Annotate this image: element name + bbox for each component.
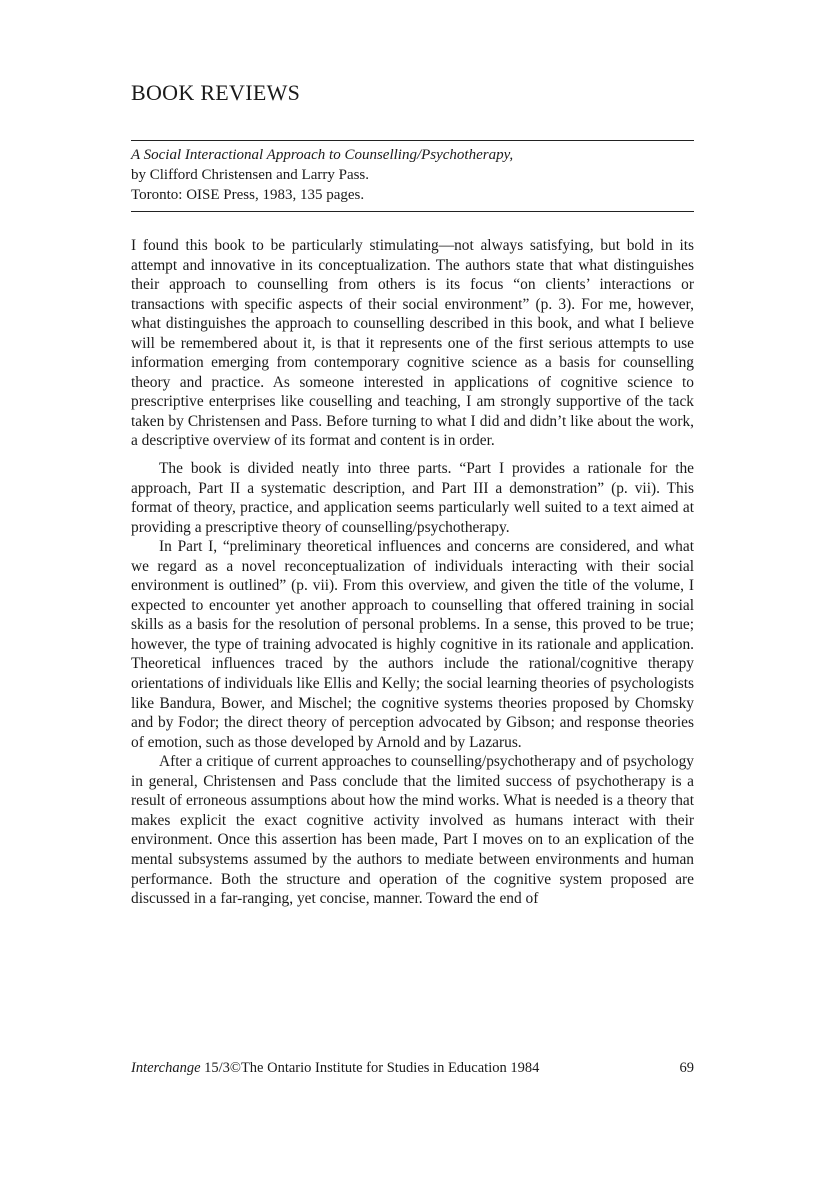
paragraph-4: After a critique of current approaches to counselling/psychotherapy and of psychology in general, Christensen and Pass conclude that the limited success of psychotherapy is a result of erroneous assumptions about how the mind works. What is needed is a theory that makes explicit the exact cognitive activity involved as humans interact with their environment. Once this assertion has been made, Part I moves on to an explication of the mental subsystems assumed by the authors to mediate between environments and human performance. Both the structure and operation of the cognitive system proposed are discussed in a far-ranging, yet concise, manner. Toward the end of xyxy=(131,753,694,908)
page-footer xyxy=(131,1060,694,1077)
journal-name: Interchange xyxy=(131,1060,201,1076)
issue-info: 15/3©The Ontario Institute for Studies in Education 1984 xyxy=(204,1060,540,1076)
section-title: BOOK REVIEWS xyxy=(131,80,301,105)
book-publication: Toronto: OISE Press, 1983, 135 pages. xyxy=(131,187,365,203)
journal-citation xyxy=(131,1060,539,1077)
book-title: A Social Interactional Approach to Counselling/Psychotherapy, xyxy=(131,147,514,163)
paragraph-3: In Part I, “preliminary theoretical influences and concerns are considered, and what we regard as a novel reconceptualization of individuals interacting with their social environment is outlined” (p. vii). From this overview, and given the title of the volume, I expected to encounter yet another approach to counselling that offered training in social skills as a basis for the resolution of personal problems. In a sense, this proved to be true; however, the type of training advocated is highly cognitive in its rationale and application. Theoretical influences traced by the authors include the rational/cognitive therapy orientations of individuals like Ellis and Kelly; the social learning theories of psychologists like Bandura, Bower, and Mischel; the cognitive systems theories proposed by Chomsky and by Fodor; the direct theory of perception advocated by Gibson; and response theories of emotion, such as those developed by Arnold and by Lazarus. xyxy=(131,538,694,751)
review-body xyxy=(131,236,694,909)
book-citation xyxy=(131,140,694,212)
paragraph-1: I found this book to be particularly stimulating—not always satisfying, but bold in its attempt and innovative in its conceptualization. The authors state that what distinguishes their approach to counselling from others is its focus “on clients’ interactions or transactions with specific aspects of their social environment” (p. 3). For me, however, what distinguishes the approach to counselling described in this book, and what I believe will be remembered about it, is that it represents one of the first serious attempts to use information emerging from contemporary cognitive science as a basis for counselling theory and practice. As someone interested in applications of cognitive science to prescriptive enterprises like couselling and teaching, I am strongly supportive of the tack taken by Christensen and Pass. Before turning to what I did and didn’t like about the work, a descriptive overview of its format and content is in order. xyxy=(131,237,694,450)
book-authors: by Clifford Christensen and Larry Pass. xyxy=(131,167,370,183)
page-number: 69 xyxy=(679,1060,694,1076)
paragraph-2: The book is divided neatly into three parts. “Part I provides a rationale for the approach, Part II a systematic description, and Part III a demonstration” (p. vii). This format of theory, practice, and application seems particularly well suited to a text aimed at providing a prescriptive theory of counselling/psychotherapy. xyxy=(131,460,694,536)
